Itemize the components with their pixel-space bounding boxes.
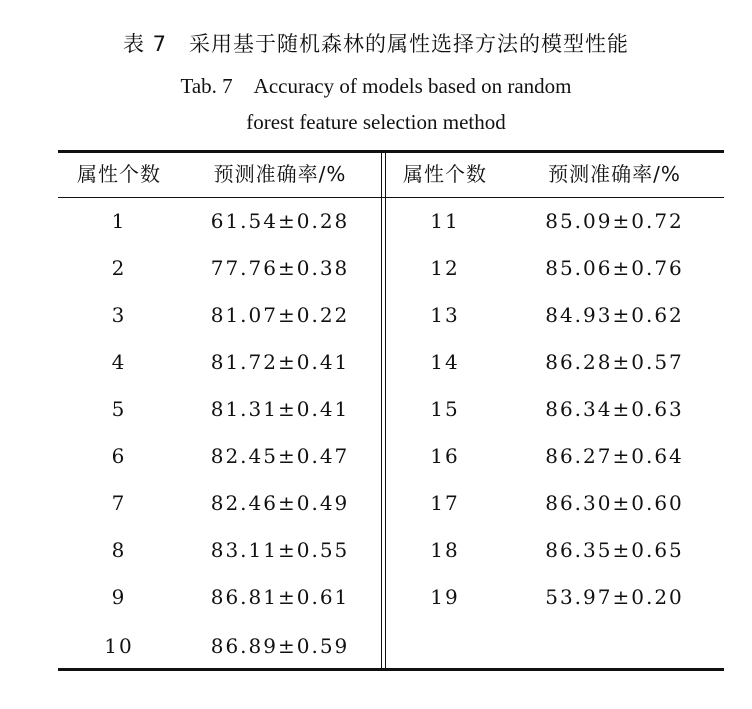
table-cell: 86.28±0.57 — [545, 350, 684, 374]
table-cell: 12 — [430, 256, 460, 280]
table-cell: 82.46±0.49 — [210, 491, 350, 515]
table-cell: 85.09±0.72 — [545, 209, 684, 233]
table-cell: 2 — [111, 256, 127, 280]
table-cell: 4 — [111, 350, 127, 374]
table-cell: 19 — [430, 585, 460, 609]
table-cell: 77.76±0.38 — [210, 256, 350, 280]
table-cell: 17 — [430, 491, 460, 515]
header-attribute-count-left: 属性个数 — [77, 162, 161, 186]
table-cell: 81.07±0.22 — [210, 303, 350, 327]
table-cell: 5 — [111, 397, 127, 421]
table-cell — [385, 631, 505, 661]
header-accuracy-left: 预测准确率/% — [213, 162, 347, 186]
table-caption-chinese: 表 7 采用基于随机森林的属性选择方法的模型性能 — [122, 32, 630, 56]
table-header-rule — [58, 197, 724, 198]
table-cell: 86.89±0.59 — [210, 634, 350, 658]
table-cell: 82.45±0.47 — [210, 444, 350, 468]
table-cell: 83.11±0.55 — [210, 538, 350, 562]
table-cell: 11 — [430, 209, 460, 233]
table-cell: 86.27±0.64 — [545, 444, 684, 468]
accuracy-table — [58, 150, 724, 670]
table-caption-english-line2: forest feature selection method — [246, 110, 506, 134]
table-bottom-rule — [58, 668, 724, 671]
table-cell: 14 — [430, 350, 460, 374]
table-cell: 53.97±0.20 — [545, 585, 684, 609]
table-cell: 86.30±0.60 — [545, 491, 684, 515]
table-top-rule — [58, 150, 724, 153]
table-cell: 85.06±0.76 — [545, 256, 684, 280]
table-cell: 7 — [111, 491, 127, 515]
table-double-divider-left — [381, 153, 382, 668]
table-cell: 86.35±0.65 — [545, 538, 684, 562]
table-cell: 81.72±0.41 — [210, 350, 350, 374]
header-attribute-count-right: 属性个数 — [403, 162, 487, 186]
table-cell: 84.93±0.62 — [545, 303, 684, 327]
table-cell: 6 — [111, 444, 127, 468]
table-caption-english-line1: Tab. 7 Accuracy of models based on random — [180, 74, 572, 98]
header-accuracy-right: 预测准确率/% — [548, 162, 681, 186]
table-cell: 86.34±0.63 — [545, 397, 684, 421]
table-cell: 10 — [104, 634, 134, 658]
table-cell — [505, 631, 724, 661]
table-cell: 3 — [111, 303, 127, 327]
table-cell: 8 — [111, 538, 127, 562]
table-cell: 13 — [430, 303, 460, 327]
table-cell: 81.31±0.41 — [210, 397, 350, 421]
table-cell: 15 — [430, 397, 460, 421]
table-cell: 1 — [111, 209, 127, 233]
table-cell: 9 — [111, 585, 127, 609]
table-cell: 18 — [430, 538, 460, 562]
table-cell: 86.81±0.61 — [210, 585, 350, 609]
table-cell: 61.54±0.28 — [210, 209, 350, 233]
table-cell: 16 — [430, 444, 460, 468]
